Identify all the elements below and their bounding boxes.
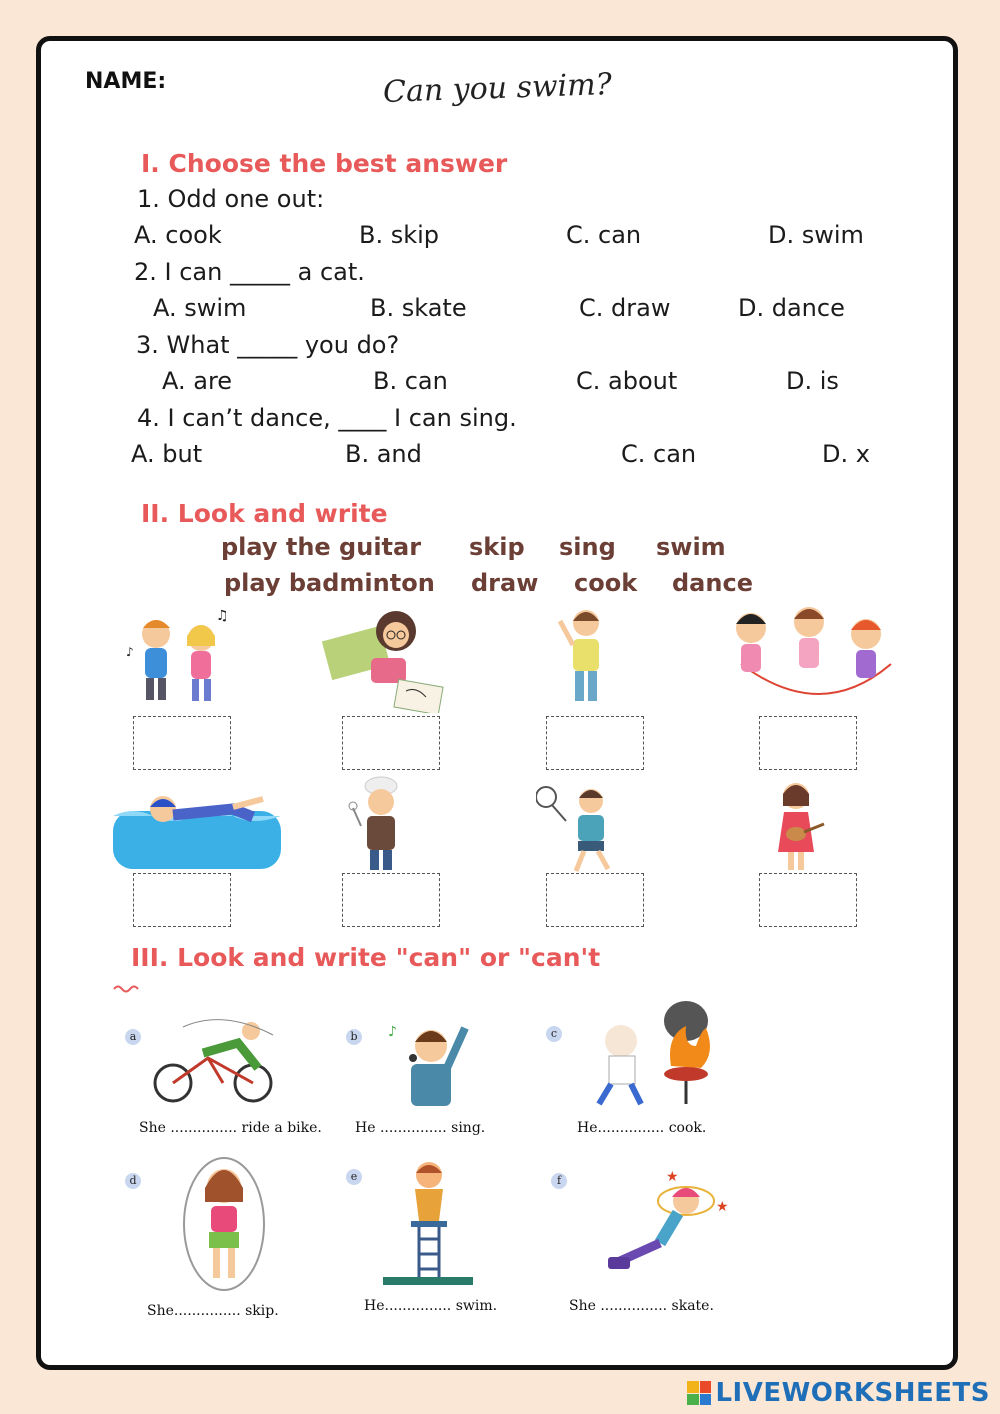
question-2: 2. I can _____ a cat. bbox=[134, 258, 365, 286]
svg-text:♪: ♪ bbox=[388, 1024, 397, 1040]
word-play-the-guitar: play the guitar bbox=[221, 533, 422, 561]
answer-box-8[interactable] bbox=[759, 873, 857, 927]
option-4d[interactable]: D. x bbox=[822, 440, 870, 468]
option-1a[interactable]: A. cook bbox=[134, 221, 222, 249]
singing-boy-picture bbox=[383, 1016, 483, 1111]
badminton-girl-picture bbox=[536, 781, 636, 876]
burnt-cook-picture bbox=[581, 996, 726, 1116]
svg-text:★: ★ bbox=[716, 1199, 729, 1215]
answer-box-1[interactable] bbox=[133, 716, 231, 770]
squiggle-underline bbox=[113, 983, 141, 993]
sentence-a: She ............... ride a bike. bbox=[139, 1120, 322, 1136]
label-a: a bbox=[125, 1029, 141, 1045]
option-1d[interactable]: D. swim bbox=[768, 221, 864, 249]
falling-skater-picture bbox=[606, 1171, 731, 1281]
word-play-badminton: play badminton bbox=[224, 569, 435, 597]
option-4a[interactable]: A. but bbox=[131, 440, 203, 468]
worksheet bbox=[36, 36, 958, 1370]
name-label: NAME: bbox=[85, 69, 167, 94]
dancing-kids-picture bbox=[121, 606, 241, 711]
sentence-c: He............... cook. bbox=[577, 1120, 707, 1136]
label-d: d bbox=[125, 1173, 141, 1189]
label-e: e bbox=[346, 1169, 362, 1185]
option-3d[interactable]: D. is bbox=[786, 367, 839, 395]
option-4c[interactable]: C. can bbox=[621, 440, 697, 468]
word-sing: sing bbox=[559, 533, 616, 561]
drawing-girl-picture bbox=[321, 603, 451, 713]
skipping-girl-picture bbox=[179, 1156, 269, 1296]
svg-text:♪: ♪ bbox=[126, 645, 134, 659]
answer-box-4[interactable] bbox=[759, 716, 857, 770]
skipping-girls-picture bbox=[721, 594, 901, 704]
option-2c[interactable]: C. draw bbox=[579, 294, 671, 322]
sentence-f: She ............... skate. bbox=[569, 1298, 714, 1314]
bike-girl-picture bbox=[143, 1013, 293, 1105]
label-b: b bbox=[346, 1029, 362, 1045]
option-3c[interactable]: C. about bbox=[576, 367, 678, 395]
answer-box-6[interactable] bbox=[342, 873, 440, 927]
question-3: 3. What _____ you do? bbox=[136, 331, 400, 359]
word-draw: draw bbox=[471, 569, 539, 597]
word-cook: cook bbox=[574, 569, 638, 597]
option-1c[interactable]: C. can bbox=[566, 221, 642, 249]
section-2-heading: II. Look and write bbox=[141, 499, 388, 528]
cooking-boy-picture bbox=[341, 776, 421, 876]
word-dance: dance bbox=[672, 569, 753, 597]
scared-diver-picture bbox=[381, 1159, 476, 1289]
guitar-girl-picture bbox=[766, 776, 836, 876]
answer-box-7[interactable] bbox=[546, 873, 644, 927]
answer-box-3[interactable] bbox=[546, 716, 644, 770]
singing-girl-picture bbox=[546, 601, 626, 711]
worksheet-title: Can you swim? bbox=[382, 67, 613, 110]
option-2a[interactable]: A. swim bbox=[153, 294, 247, 322]
swimming-girl-picture bbox=[113, 781, 283, 871]
label-f: f bbox=[551, 1173, 567, 1189]
liveworksheets-brand bbox=[687, 1378, 990, 1408]
liveworksheets-logo-icon bbox=[687, 1381, 711, 1405]
answer-box-2[interactable] bbox=[342, 716, 440, 770]
svg-text:★: ★ bbox=[666, 1171, 679, 1185]
section-3-heading: III. Look and write "can" or "can't bbox=[131, 943, 601, 972]
option-2b[interactable]: B. skate bbox=[370, 294, 467, 322]
option-1b[interactable]: B. skip bbox=[359, 221, 440, 249]
brand-text: LIVEWORKSHEETS bbox=[715, 1378, 990, 1408]
section-1-heading: I. Choose the best answer bbox=[141, 149, 508, 178]
option-3b[interactable]: B. can bbox=[373, 367, 448, 395]
svg-text:♫: ♫ bbox=[216, 608, 229, 624]
word-skip: skip bbox=[469, 533, 525, 561]
label-c: c bbox=[546, 1026, 562, 1042]
word-swim: swim bbox=[656, 533, 726, 561]
sentence-d: She............... skip. bbox=[147, 1303, 279, 1319]
option-2d[interactable]: D. dance bbox=[738, 294, 845, 322]
sentence-b: He ............... sing. bbox=[355, 1120, 486, 1136]
answer-box-5[interactable] bbox=[133, 873, 231, 927]
sentence-e: He............... swim. bbox=[364, 1298, 498, 1314]
question-1: 1. Odd one out: bbox=[137, 185, 325, 213]
option-4b[interactable]: B. and bbox=[345, 440, 422, 468]
option-3a[interactable]: A. are bbox=[162, 367, 233, 395]
question-4: 4. I can’t dance, ____ I can sing. bbox=[137, 404, 517, 432]
